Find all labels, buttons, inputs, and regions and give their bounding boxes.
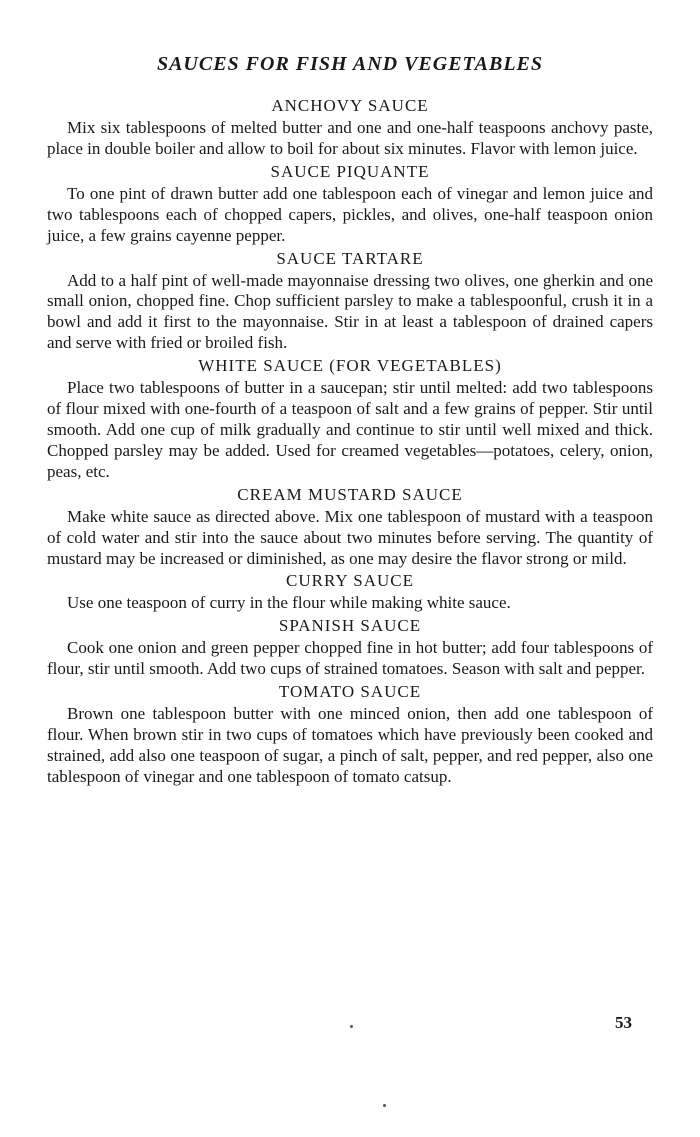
recipe-heading: CURRY SAUCE (286, 571, 414, 591)
recipe-text: Place two tablespoons of butter in a saucepan; stir until melted: add two tablespoons of flour mixed with one-fourth of a teaspoon of salt and a few grains of pepper. Stir until smooth. Add one cup of milk gradually and continue to stir until well mixed and thick. Chopped parsley may be added. Used for creamed vegetables—potatoes, celery, onion, peas, etc. (47, 378, 653, 481)
recipe-sauce-piquante (47, 160, 653, 247)
recipe-cream-mustard-sauce (47, 483, 653, 570)
recipe-heading: WHITE SAUCE (FOR VEGETABLES) (198, 356, 502, 376)
recipe-text: Use one teaspoon of curry in the flour while making white sauce. (67, 593, 511, 613)
recipe-text: Brown one tablespoon butter with one minced onion, then add one tablespoon of flour. When brown stir in two cups of tomatoes which have previously been cooked and strained, add also one teaspoon of sugar, a pinch of salt, pepper, and red pepper, also one tablespoon of vinegar and one tablespoon of tomato catsup. (47, 704, 653, 786)
recipe-text: Mix six tablespoons of melted butter and one and one-half teaspoons anchovy paste, place in double boiler and allow to boil for about six minutes. Flavor with lemon juice. (47, 118, 653, 158)
recipe-text: Add to a half pint of well-made mayonnaise dressing two olives, one gherkin and one small onion, chopped fine. Chop sufficient parsley to make a tablespoonful, crush it in a bowl and add it first to the mayonnaise. Stir in at least a tablespoon of drained capers and serve with fried or broiled fish. (47, 270, 653, 353)
recipe-curry-sauce (47, 569, 653, 614)
recipe-sauce-tartare (47, 247, 653, 355)
recipe-text: To one pint of drawn butter add one tablespoon each of vinegar and lemon juice and two tablespoons each of chopped capers, pickles, and olives, one-half teaspoon onion juice, a few grains cayenne pepper. (47, 183, 653, 245)
recipe-white-sauce (47, 354, 653, 483)
recipe-tomato-sauce (47, 680, 653, 788)
print-speck (350, 1025, 353, 1028)
recipe-anchovy-sauce (47, 94, 653, 160)
print-speck (383, 1104, 386, 1107)
page-number: 53 (615, 1013, 632, 1032)
cookbook-page (47, 52, 653, 788)
recipe-heading: SAUCE TARTARE (276, 248, 424, 268)
recipe-heading: CREAM MUSTARD SAUCE (237, 484, 463, 504)
recipe-text: Make white sauce as directed above. Mix one tablespoon of mustard with a teaspoon of cold water and stir into the sauce about two minutes before serving. The quantity of mustard may be increased or diminished, as one may desire the flavor strong or mild. (47, 506, 653, 568)
recipe-spanish-sauce (47, 614, 653, 680)
recipe-heading: ANCHOVY SAUCE (271, 96, 429, 115)
recipe-text: Cook one onion and green pepper chopped fine in hot butter; add four tablespoons of flour, stir until smooth. Add two cups of strained tomatoes. Season with salt and pepper. (47, 638, 653, 679)
page-title: SAUCES FOR FISH AND VEGETABLES (156, 53, 544, 75)
recipe-heading: SAUCE PIQUANTE (270, 161, 430, 181)
recipe-heading: TOMATO SAUCE (278, 682, 422, 702)
recipe-heading: SPANISH SAUCE (278, 616, 422, 636)
